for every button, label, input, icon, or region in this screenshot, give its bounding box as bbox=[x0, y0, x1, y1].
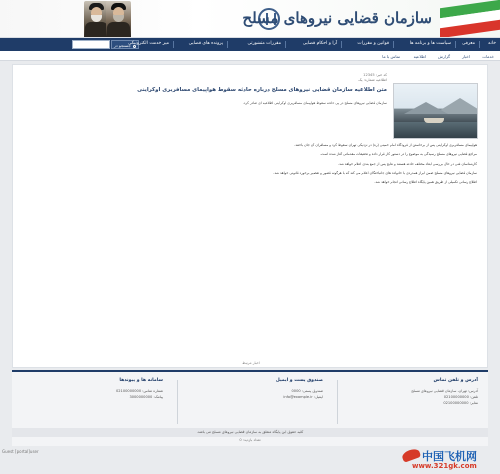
watermark-cn: 中国飞机网 bbox=[422, 450, 477, 463]
footer-line: پیامک: 3000000000 bbox=[129, 395, 163, 399]
leader-portrait-2 bbox=[106, 1, 131, 37]
nav-item-e-services[interactable]: میز خدمت الکترونیکی bbox=[127, 41, 169, 46]
article-meta-code: کد خبر: 12345 bbox=[363, 73, 387, 77]
article-image[interactable] bbox=[393, 83, 478, 139]
article-meta bbox=[358, 73, 387, 83]
iran-flag-icon bbox=[440, 0, 500, 38]
footer-line: آدرس: تهران، سازمان قضایی نیروهای مسلح bbox=[411, 389, 478, 393]
nav-item-rulings[interactable]: آرا و احکام قضایی bbox=[302, 41, 337, 46]
subnav-item-contact[interactable]: تماس با ما bbox=[382, 53, 400, 59]
airplane-logo-icon bbox=[401, 447, 421, 463]
search-input[interactable] bbox=[72, 40, 110, 49]
article-paragraph: هواپیمای مسافربری اوکراینی پس از برخاستن از فرودگاه امام خمینی (ره) در نزدیکی تهران سقوط کرد و مسافران آن جان باختند. bbox=[294, 143, 477, 147]
watermark-url: www.321gk.com bbox=[412, 462, 477, 470]
footer-postal bbox=[193, 378, 323, 400]
footer-line: صندوق پستی: 0000 bbox=[291, 389, 323, 393]
main-nav bbox=[0, 38, 500, 51]
related-news-label[interactable]: اخبار مرتبط bbox=[242, 361, 260, 365]
footer-email-link[interactable]: ایمیل: info@example.ir bbox=[283, 395, 323, 399]
nav-item-about[interactable]: معرفی bbox=[462, 41, 475, 46]
article-paragraph: سازمان قضایی نیروهای مسلح ضمن ابراز همدردی با خانواده های جانباختگان اعلام می کند که با هرگونه قصور و تقصیر برخورد قانونی خواهد شد. bbox=[273, 170, 477, 175]
search-button-label: جستجو در bbox=[113, 43, 131, 48]
watermark bbox=[400, 448, 500, 474]
article-paragraph: کارشناسان فنی در حال بررسی ابعاد مختلف حادثه هستند و نتایج پس از جمع بندی اعلام خواهد شد. bbox=[338, 161, 477, 166]
footer-systems-heading: سامانه ها و پیوندها bbox=[119, 378, 163, 383]
article-paragraph: مراجع قضایی نیروهای مسلح رسیدگی به موضوع را در دستور کار قرار داده و تحقیقات مقدماتی آغاز شده است. bbox=[319, 152, 477, 157]
article-paragraph: اطلاع رسانی تکمیلی از طریق همین پایگاه اطلاع رسانی انجام خواهد شد. bbox=[374, 180, 477, 185]
visitor-label: Guest [portal]user bbox=[2, 449, 39, 454]
footer-copyright: کلیه حقوق این پایگاه متعلق به سازمان قضایی نیروهای مسلح می باشد. bbox=[12, 428, 488, 437]
footer-systems bbox=[33, 378, 163, 400]
site-title[interactable]: سازمان قضایی نیروهای مسلح bbox=[242, 9, 432, 27]
site-footer bbox=[12, 370, 488, 446]
subnav-item-services[interactable]: خدمات bbox=[482, 53, 494, 59]
nav-item-consulting[interactable]: مقررات متشورتی bbox=[247, 41, 281, 46]
article-body bbox=[25, 143, 477, 189]
footer-line: تلفن: 02100000000 bbox=[443, 395, 478, 399]
article-panel bbox=[12, 64, 488, 368]
nav-item-laws[interactable]: قوانین و مقررات bbox=[357, 41, 389, 46]
subnav-item-notice[interactable]: اطلاعیه bbox=[413, 53, 426, 59]
footer-postal-heading: صندوق پست و ایمیل bbox=[275, 378, 323, 383]
subnav-item-news[interactable]: اخبار bbox=[462, 53, 470, 59]
nav-item-policies[interactable]: سیاست ها و برنامه ها bbox=[409, 41, 451, 46]
footer-line: شماره تماس: 02100000000 bbox=[115, 389, 163, 393]
article-meta-notice: اطلاعیه شماره: یک bbox=[358, 78, 387, 82]
footer-contact-heading: آدرس و تلفن تماس bbox=[433, 378, 478, 383]
sub-nav bbox=[0, 51, 500, 61]
footer-contact bbox=[348, 378, 478, 406]
article-title: متن اطلاعیه سازمان قضایی نیروهای مسلح درباره حادثه سقوط هواپیمای مسافربری اوکراینی bbox=[137, 87, 387, 93]
visit-counter: تعداد بازدید: 0 bbox=[239, 438, 261, 442]
header-banner bbox=[0, 0, 500, 38]
footer-line: نمابر: 02100000000 bbox=[443, 401, 478, 405]
nav-item-cases[interactable]: پرونده های قضایی bbox=[188, 41, 223, 46]
article-lead: سازمان قضایی نیروهای مسلح در پی حادثه سقوط هواپیمای مسافربری اوکراینی اطلاعیه ای صادر کرد. bbox=[242, 101, 387, 105]
subnav-item-report[interactable]: گزارش bbox=[437, 53, 450, 59]
nav-item-home[interactable]: خانه bbox=[488, 41, 496, 46]
